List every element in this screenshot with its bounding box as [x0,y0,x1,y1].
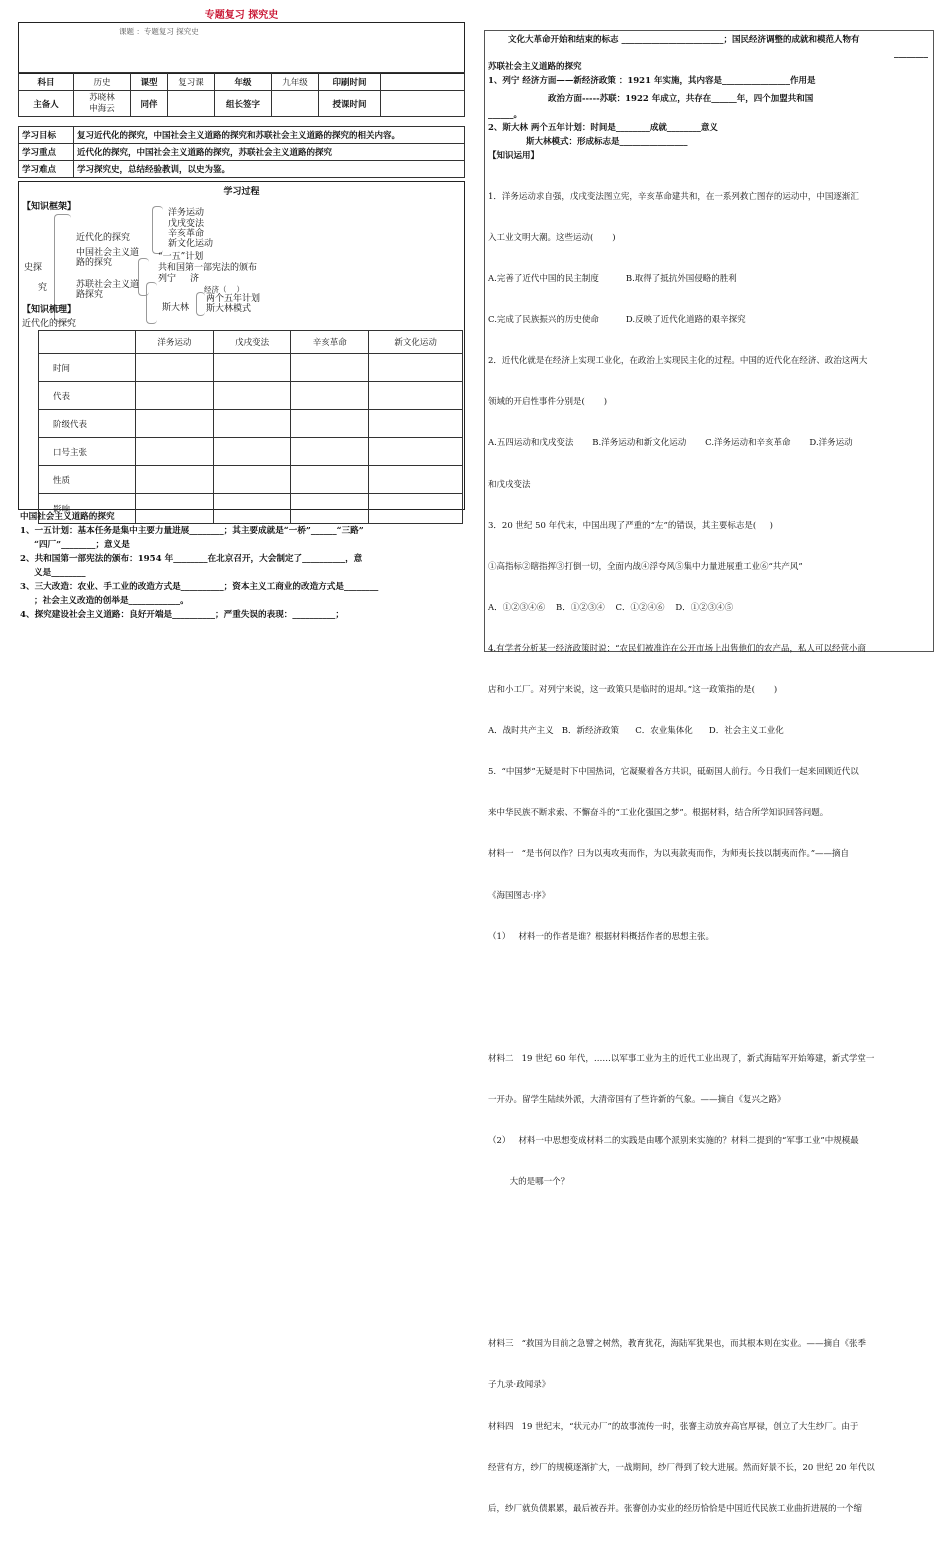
table-row [39,354,463,382]
col-header: 洋务运动 [136,331,214,354]
question-line: A．①②③④⑥ B．①②③④ C．①②④⑥ D．①②③④⑤ [488,602,734,613]
table-row [39,466,463,494]
table-cell [136,438,214,466]
question-line: 3．20 世纪 50 年代末，中国出现了严重的“左”的错误，其主要标志是( ) [488,520,773,531]
cell-leader [272,91,319,117]
col-header [39,331,136,354]
table-cell [369,354,463,382]
table-cell [213,466,291,494]
fw-a-item: 辛亥革命 [168,228,205,239]
row-label: 阶级代表 [39,410,136,438]
table-cell [369,438,463,466]
fw-a-item: 戊戌变法 [168,218,205,229]
question-line: 一开办。留学生陆续外派，大清帝国有了些许新的气象。——摘自《复兴之路》 [488,1094,786,1105]
table-cell [213,382,291,410]
fw-c-sub-bracket [196,292,205,316]
soviet-line: 政治方面-----苏联：1922 年成立，共存在______年，四个加盟共和国 [548,93,814,104]
cell-author-label: 主备人 [19,91,74,117]
framework-title: 【知识框架】 [22,202,77,212]
fw-lenin-econ-a: 经济（ [204,285,227,294]
soviet-line: 斯大林模式：形成标志是________________ [526,136,688,147]
review-sub: 近代化的探究 [22,319,77,329]
question-line: 大的是哪一个？ [488,1176,570,1187]
china-line: 3、三大改造：农业、手工业的改造方式是__________；资本主义工商业的改造方式是________ [20,582,379,592]
col-header: 戊戌变法 [213,331,291,354]
question-line: ①高指标②瞎指挥③打倒一切，全面内战④浮夸风⑤集中力量进展重工业⑥“共产风” [488,561,803,572]
table-cell [291,466,369,494]
table-cell [291,354,369,382]
table-cell [369,410,463,438]
apply-title: 【知识运用】 [488,150,540,161]
question-line: A.完善了近代中国的民主制度 B.取得了抵抗外国侵略的胜利 [488,273,737,284]
question-line: A.五四运动和戊戌变法 B.洋务运动和新文化运动 C.洋务运动和辛亥革命 D.洋务运动 [488,438,853,449]
question-line: 入工业文明大潮。这些运动( ) [488,232,616,243]
col-header: 辛亥革命 [291,331,369,354]
table-cell [369,382,463,410]
fw-root [24,258,47,298]
cell-leader-label: 组长签字 [215,91,272,117]
right-content [488,34,932,1544]
china-title: 中国社会主义道路的探究 [20,512,115,522]
fw-b-econ: 济 [190,274,200,284]
question-line [488,1257,932,1270]
modernization-table [38,330,463,524]
focus-label: 学习重点 [19,144,74,161]
question-line: A．战时共产主义 B．新经济政策 C．农业集体化 D．社会主义工业化 [488,726,784,737]
col-header: 新文化运动 [369,331,463,354]
table-cell [136,410,214,438]
focus-text: 近代化的探究，中国社会主义道路的探究，苏联社会主义道路的探究 [74,144,465,161]
question-line: 材料四 19 世纪末，“状元办厂”的故事流传一时，张謇主动放弃高官厚禄，创立了大生纱厂。由于 [488,1421,859,1432]
question-line: 5. “中国梦”无疑是时下中国热词，它凝聚着各方共识，砥砺国人前行。今日我们一起来回顾近代以 [488,767,859,778]
china-line: ；社会主义改造的创举是____________。 [34,596,189,606]
table-cell [136,382,214,410]
cell-class-time-label: 授课时间 [319,91,381,117]
difficulty-text: 学习探究史，总结经验教训，以史为鉴。 [74,161,465,178]
cell-subject: 历史 [74,73,131,91]
row-label: 口号主张 [39,438,136,466]
table-cell [291,382,369,410]
fw-a-item: 洋务运动 [168,208,205,218]
row-label: 代表 [39,382,136,410]
author-2: 申海云 [89,103,115,114]
question-list [488,163,932,1544]
question-line [488,972,932,985]
goal-text: 复习近代化的探究，中国社会主义道路的探究和苏联社会主义道路的探究的相关内容。 [74,127,465,144]
cell-peer-label: 同伴 [131,91,168,117]
question-line: （2） 材料一中思想变成材料二的实践是由哪个派别来实施的？材料二提到的“军事工业”中规模最 [488,1135,859,1146]
question-line: 材料三 “救国为目前之急譬之树然，教育犹花，海陆军犹果也，而其根本则在实业。——摘自《张季 [488,1339,866,1350]
fw-branch-b-label: 中国社会主义道路的探究 [76,248,140,268]
row-label: 性质 [39,466,136,494]
china-line: “四厂”________；意义是 [34,540,130,550]
question-line: 和戊戌变法 [488,479,531,490]
china-line: 2、共和国第一部宪法的颁布：1954 年________在北京召开，大会制定了__________，意 [20,554,363,564]
table-cell [213,438,291,466]
table-row [39,438,463,466]
fw-branch-a: 近代化的探究 [76,233,131,243]
cell-class-time [381,91,465,117]
fw-root-1: 史探 [24,263,43,273]
fw-c-bracket [146,282,157,324]
question-line: 材料一 “是书何以作？曰为以夷攻夷而作，为以夷款夷而作，为师夷长技以制夷而作。”——摘自 [488,849,850,860]
soviet-line: ______。 [488,109,523,120]
cell-print-label: 印刷时间 [319,73,381,91]
question-line: 材料二 19 世纪 60 年代，……以军事工业为主的近代工业出现了，新式海陆军开始筹建，新式学堂一 [488,1053,875,1064]
lesson-info-box [18,22,465,74]
lesson-info-table [18,72,465,117]
china-line: 义是________ [34,568,86,578]
fw-lenin-econ [204,284,244,295]
table-row [39,382,463,410]
fw-branch-b [76,248,140,268]
lesson-subheader: 课题 ：专题复习 探究史 [119,27,199,36]
process-title: 学习过程 [223,187,260,197]
soviet-line: 1、列宁 经济方面——新经济政策 ：1921 年实施，其内容是________________作用是 [488,76,816,87]
soviet-title: 苏联社会主义道路的探究 [488,62,582,73]
cell-print [381,73,465,91]
right-top-line: 文化大革命开始和结束的标志 ________________________；国民经济调整的成就和模范人物有 [508,35,860,45]
question-line: 子九录·政闻录》 [488,1380,551,1391]
question-line: 后，纱厂就负债累累，最后被吞并。张謇创办实业的经历恰恰是中国近代民族工业曲折进展的一个缩 [488,1503,863,1514]
author-1: 苏晓林 [89,92,115,103]
question-line: 2．近代化就是在经济上实现工业化，在政治上实现民主化的过程。中国的近代化在经济、政治这两大 [488,356,868,367]
table-cell [136,466,214,494]
table-cell [291,410,369,438]
fw-a-bracket [152,206,163,254]
question-line: 店和小工厂。对列宁来说，这一政策只是临时的退却。”这一政策指的是( ) [488,685,778,696]
question-line [488,1217,932,1230]
question-line: 领域的开启性事件分别是( ) [488,397,608,408]
cell-type-label: 课型 [131,73,168,91]
question-line [488,1012,932,1025]
fw-b-item: 共和国第一部宪法的颁布 [158,263,258,273]
left-page [18,0,465,671]
fw-lenin-econ-b: ） [236,285,244,294]
cell-grade: 九年级 [272,73,319,91]
question-line: 来中华民族不断求索、不懈奋斗的“工业化强国之梦”。根据材料，结合所学知识回答问题。 [488,808,829,819]
fw-a-item: 新文化运动 [168,238,214,249]
cell-peer [168,91,215,117]
fw-c-item: 两个五年计划 [206,294,261,304]
table-cell [213,410,291,438]
fw-b-items [158,252,257,285]
table-cell [291,438,369,466]
question-line: 《海国图志·序》 [488,890,551,901]
table-cell [136,354,214,382]
question-line: 4.有学者分析某一经济政策时说：“农民们被准许在公开市场上出售他们的农产品，私人可以经营小商 [488,643,866,654]
difficulty-label: 学习难点 [19,161,74,178]
cell-author [74,91,131,117]
question-line: C.完成了民族振兴的历史使命 D.反映了近代化道路的艰辛探究 [488,315,746,326]
cell-type: 复习课 [168,73,215,91]
china-section [20,510,465,622]
question-line [488,1298,932,1311]
page-title: 专题复习 探究史 [204,10,279,21]
question-line: 1．洋务运动求自强，戊戌变法图立宪，辛亥革命建共和，在一系列救亡图存的运动中，中国逐渐汇 [488,191,859,202]
review-title: 【知识梳理】 [22,305,77,315]
fw-a-items [168,208,213,249]
fw-c-stalin: 斯大林 [162,303,190,313]
fw-c-items [206,294,260,314]
row-label: 时间 [39,354,136,382]
china-line: 4、探究建设社会主义道路：良好开端是__________；严重失误的表现：__________； [20,610,344,620]
question-line: 经营有方，纱厂的规模逐渐扩大，一战期间，纱厂得到了较大进展。然而好景不长，20 世纪 20 年代以 [488,1462,875,1473]
row-label: 影响 [39,494,136,524]
cell-subject-label: 科目 [19,73,74,91]
fw-root-2: 究 [38,283,48,293]
fw-b-item: “一五”计划 [158,252,204,262]
question-line: （1） 材料一的作者是谁？根据材料概括作者的思想主张。 [488,931,715,942]
goals-table [18,126,465,178]
table-row [39,410,463,438]
fw-branch-c: 苏联社会主义道路探究 [76,280,140,300]
goal-label: 学习目标 [19,127,74,144]
table-cell [213,354,291,382]
table-cell [369,466,463,494]
china-line: 1、一五计划：基本任务是集中主要力量进展________；其主要成就是“一桥”______“三路” [20,526,364,536]
fw-b-lenin: 列宁 [158,274,177,284]
fw-c-item: 斯大林模式 [206,304,252,314]
soviet-line: 2、斯大林 两个五年计划：时间是________成就________意义 [488,123,718,134]
right-top-line-2: ________ [894,48,928,59]
cell-grade-label: 年级 [215,73,272,91]
